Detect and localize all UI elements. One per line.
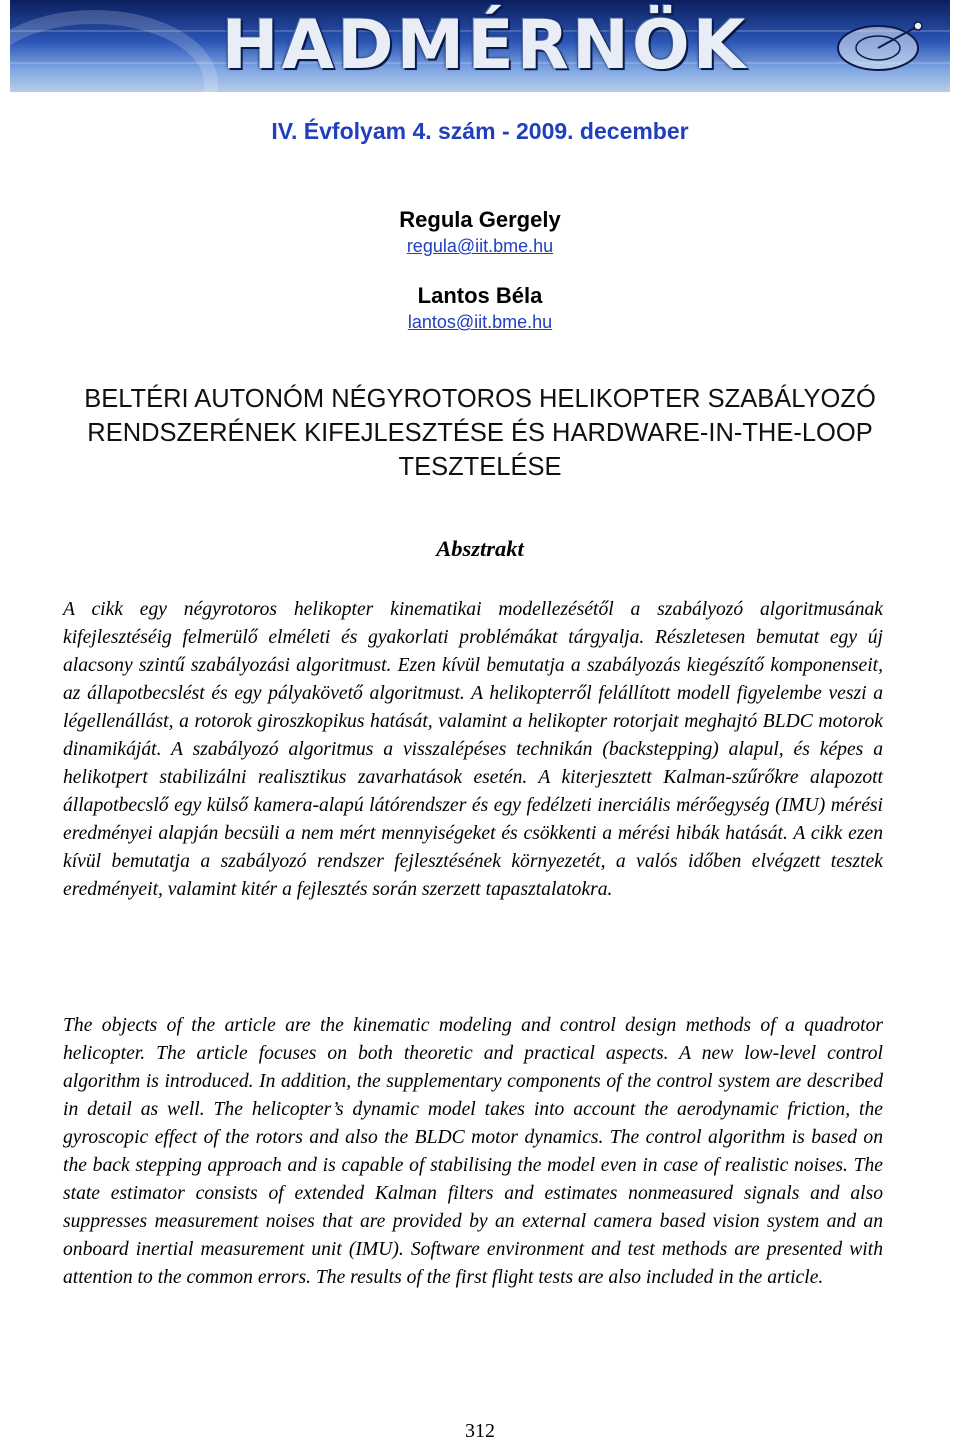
article-title-line: BELTÉRI AUTONÓM NÉGYROTOROS HELIKOPTER SZABÁLYOZÓ: [84, 385, 876, 413]
author-email-link[interactable]: lantos@iit.bme.hu: [407, 312, 553, 332]
journal-banner: [10, 0, 950, 92]
abstract-english: The objects of the article are the kinematic modeling and control design methods of a quadrotor helicopter. The article focuses on both theoretic and practical aspects. A new low-level control algorithm is introduced. In addition, the supplementary components of the control system are described in detail as well. The helicopter’s dynamic model takes into account the aerodynamic friction, the gyroscopic effect of the rotors and also the BLDC motor dynamics. The control algorithm is based on the back stepping approach and is capable of stabilising the model even in case of realistic noises. The state estimator consists of extended Kalman filters and estimates nonmeasured signals and also suppresses measurement noises that are provided by an external camera based vision system and an onboard inertial measurement unit (IMU). Software environment and test methods are presented with attention to the common errors. The results of the first flight tests are also included in the article.: [63, 1015, 883, 1288]
issue-line: IV. Évfolyam 4. szám - 2009. december: [271, 118, 689, 144]
abstract-hungarian: A cikk egy négyrotoros helikopter kinematikai modellezésétől a szabályozó algoritmusának kifejlesztéséig felmerülő elméleti és gyakorlati problémákat tárgyalja. Részletesen bemutat egy új alacsony szintű szabályozási algoritmust. Ezen kívül bemutatja a szabályozás kiegészítő komponenseit, az állapotbecslést és egy pályakövető algoritmust. A helikopterről felállított modell figyelembe veszi a légellenállást, a rotorok giroszkopikus hatását, valamint a helikopter rotorjait meghajtó BLDC motorok dinamikáját. A szabályozó algoritmus a visszalépéses technikán (backstepping) alapul, és képes a helikotpert stabilizálni realisztikus zavarhatások esetén. A kiterjesztett Kalman-szűrőkre alapozott állapotbecslő egy külső kamera-alapú látórendszer és egy fedélzeti inerciális mérőegység (IMU) mérési eredményei alapján becsüli a nem mért mennyiségeket és csökkenti a mérési hibák hatását. A cikk ezen kívül bemutatja a szabályozó rendszer fejlesztésének környezetét, a valós időben elvégzett tesztek eredményeit, valamint kitér a fejlesztés során szerzett tapasztalatokra.: [63, 599, 883, 900]
satellite-dish-icon: [808, 18, 928, 78]
abstract-heading: Absztrakt: [436, 536, 524, 561]
page-number: 312: [465, 1420, 495, 1442]
author-email-link[interactable]: regula@iit.bme.hu: [406, 236, 554, 256]
article-title-line: RENDSZERÉNEK KIFEJLESZTÉSE ÉS HARDWARE-IN-THE-LOOP: [87, 419, 873, 447]
author-name: Lantos Béla: [417, 283, 543, 308]
journal-logo-wordmark: HADMÉRNÖK: [221, 6, 749, 85]
author-name: Regula Gergely: [399, 207, 561, 232]
article-title-line: TESZTELÉSE: [398, 453, 562, 481]
article-title: [0, 382, 960, 484]
